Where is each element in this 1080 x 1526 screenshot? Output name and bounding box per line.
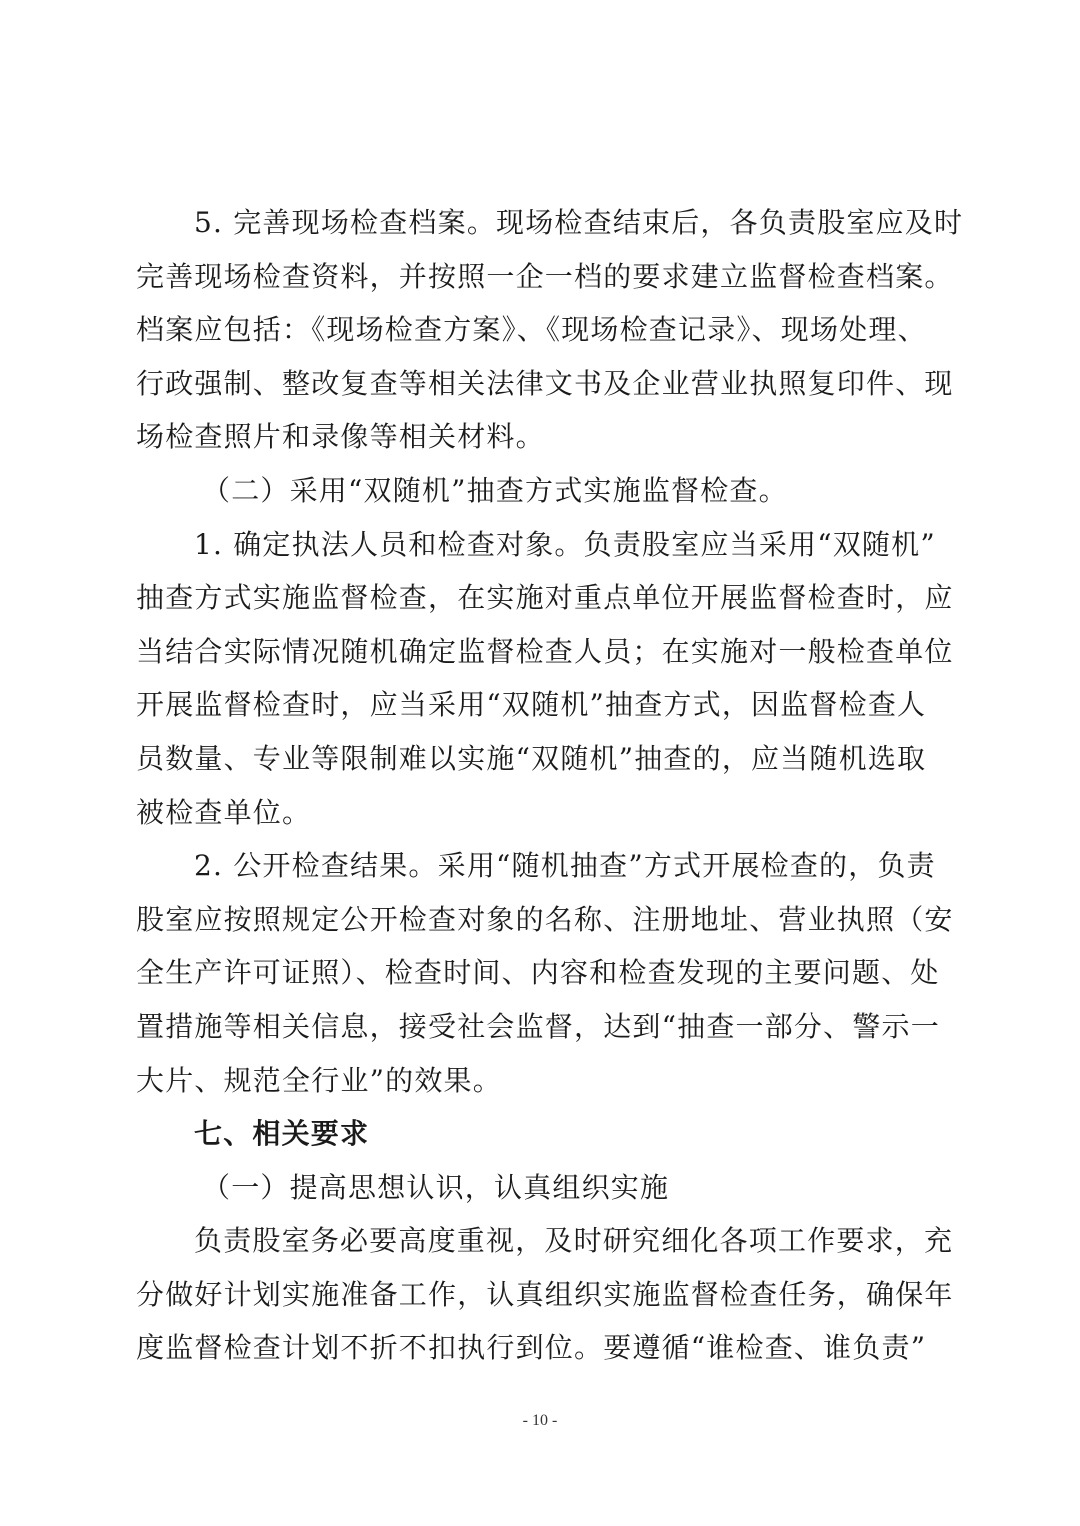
paragraph-line: 1. 确定执法人员和检查对象。负责股室应当采用“双随机” (194, 527, 936, 561)
paragraph-line: 股室应按照规定公开检查对象的名称、注册地址、营业执照（安 (136, 902, 954, 936)
paragraph-line: 员数量、专业等限制难以实施“双随机”抽查的，应当随机选取 (136, 741, 927, 775)
paragraph-line: 抽查方式实施监督检查，在实施对重点单位开展监督检查时，应 (136, 581, 954, 615)
page-number: - 10 - (522, 1412, 558, 1429)
paragraph-line: 场检查照片和录像等相关材料。 (136, 420, 545, 454)
section-heading: 七、相关要求 (194, 1117, 370, 1151)
subsection-heading: （一）提高思想认识，认真组织实施 (202, 1170, 670, 1204)
paragraph-line: 当结合实际情况随机确定监督检查人员；在实施对一般检查单位 (136, 634, 954, 668)
subsection-heading: （二）采用“双随机”抽查方式实施监督检查。 (202, 473, 788, 507)
paragraph-line: 全生产许可证照）、检查时间、内容和检查发现的主要问题、处 (136, 956, 940, 990)
paragraph-line: 分做好计划实施准备工作，认真组织实施监督检查任务，确保年 (136, 1277, 954, 1311)
paragraph-line: 档案应包括：《现场检查方案》、《现场检查记录》、现场处理、 (136, 313, 927, 347)
paragraph-line: 置措施等相关信息，接受社会监督，达到“抽查一部分、警示一 (136, 1009, 940, 1043)
paragraph-line: 开展监督检查时，应当采用“双随机”抽查方式，因监督检查人 (136, 688, 927, 722)
paragraph-line: 2. 公开检查结果。采用“随机抽查”方式开展检查的，负责 (194, 849, 936, 883)
paragraph-line: 完善现场检查资料，并按照一企一档的要求建立监督检查档案。 (136, 259, 954, 293)
paragraph-line: 5. 完善现场检查档案。现场检查结束后，各负责股室应及时 (194, 206, 964, 239)
paragraph-line: 度监督检查计划不折不扣执行到位。要遵循“谁检查、谁负责” (136, 1331, 927, 1365)
paragraph-line: 大片、规范全行业”的效果。 (136, 1063, 502, 1097)
body-text (136, 196, 964, 1375)
paragraph-line: 行政强制、整改复查等相关法律文书及企业营业执照复印件、现 (136, 366, 954, 400)
paragraph-line: 负责股室务必要高度重视，及时研究细化各项工作要求，充 (194, 1224, 954, 1258)
paragraph-line: 被检查单位。 (136, 795, 312, 829)
